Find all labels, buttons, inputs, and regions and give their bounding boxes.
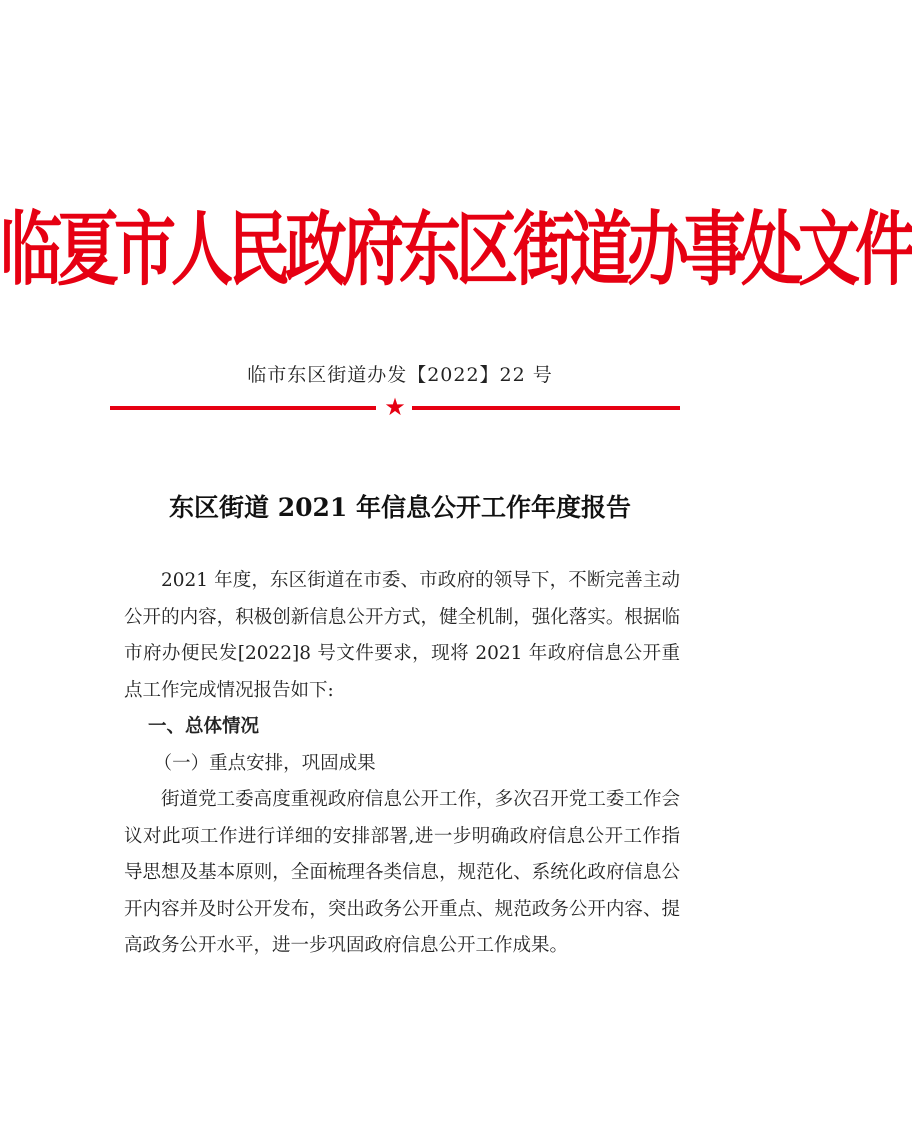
subsection-heading-key-arrangements: （一）重点安排，巩固成果 <box>153 752 376 774</box>
subsection-paragraph: 街道党工委高度重视政府信息公开工作，多次召开党工委工作会议对此项工作进行详细的安排部署,进一步明确政府信息公开工作指导思想及基本原则，全面梳理各类信息，规范化、系统化政府信息公开内容并及时公开发布，突出政务公开重点、规范政务公开内容、提高政务公开水平，进一步巩固政府信息公开工作成果。 <box>124 789 680 956</box>
section-heading-overview: 一、总体情况 <box>148 716 260 737</box>
intro-paragraph: 2021 年度，东区街道在市委、市政府的领导下，不断完善主动公开的内容，积极创新信息公开方式，健全机制，强化落实。根据临市府办便民发[2022]8 号文件要求，现将 2021 年政府信息公开重点工作完成情况报告如下: <box>124 570 680 701</box>
red-divider <box>110 393 680 421</box>
document-masthead: 临夏市人民政府东区街道办事处文件 <box>0 201 912 297</box>
divider-line-left <box>110 406 376 410</box>
document-body <box>124 563 680 965</box>
divider-line-right <box>412 406 680 410</box>
star-icon: ★ <box>384 393 406 421</box>
document-number: 临市东区街道办发【2022】22 号 <box>247 364 553 386</box>
report-title: 东区街道 2021 年信息公开工作年度报告 <box>169 493 631 522</box>
